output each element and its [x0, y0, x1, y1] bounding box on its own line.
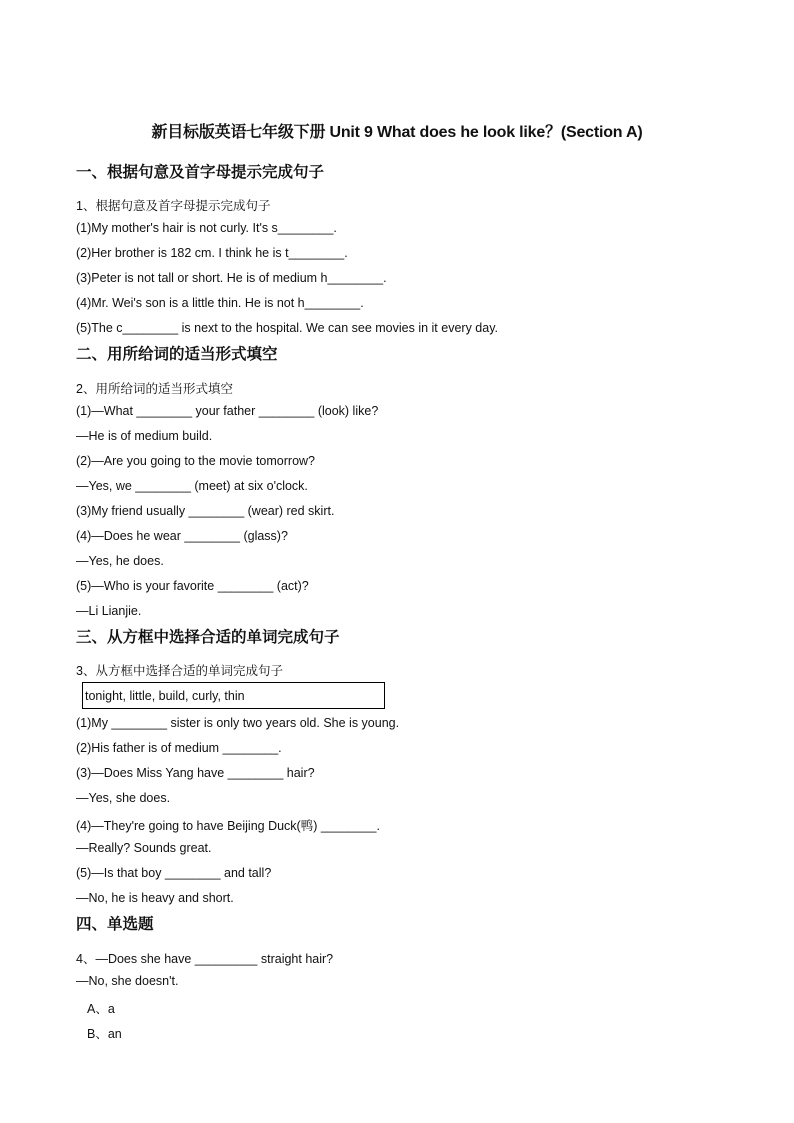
q2-line-9: —Li Lianjie. — [76, 604, 142, 618]
q2-line-8: (5)—Who is your favorite ________ (act)? — [76, 579, 309, 593]
q2-line-2: —He is of medium build. — [76, 429, 213, 443]
q2-line-3: (2)—Are you going to the movie tomorrow? — [76, 454, 315, 468]
q2-line-6: (4)—Does he wear ________ (glass)? — [76, 529, 288, 543]
q1-item-5: (5)The c________ is next to the hospital. We can see movies in it every day. — [76, 321, 498, 335]
section-1-heading: 一、根据句意及首字母提示完成句子 — [76, 164, 325, 181]
q3-line-7: (5)—Is that boy ________ and tall? — [76, 866, 272, 880]
q2-line-1: (1)—What ________ your father ________ (look) like? — [76, 404, 379, 418]
q4-option-a[interactable]: A、a — [87, 1002, 115, 1016]
word-bank-text: tonight, little, build, curly, thin — [85, 689, 245, 703]
question-3-instruction: 3、从方框中选择合适的单词完成句子 — [76, 664, 283, 678]
q3-line-8: —No, he is heavy and short. — [76, 891, 234, 905]
q2-line-5: (3)My friend usually ________ (wear) red skirt. — [76, 504, 335, 518]
section-3-heading: 三、从方框中选择合适的单词完成句子 — [76, 629, 340, 646]
q3-line-3: (3)—Does Miss Yang have ________ hair? — [76, 766, 315, 780]
q1-item-2: (2)Her brother is 182 cm. I think he is t________. — [76, 246, 348, 260]
q2-line-7: —Yes, he does. — [76, 554, 164, 568]
q2-line-4: —Yes, we ________ (meet) at six o'clock. — [76, 479, 308, 493]
page-title: 新目标版英语七年级下册 Unit 9 What does he look like？(Section A) — [151, 124, 643, 141]
word-bank-box — [82, 682, 385, 709]
q1-item-1: (1)My mother's hair is not curly. It's s________. — [76, 221, 337, 235]
q4-option-b[interactable]: B、an — [87, 1027, 122, 1041]
question-2-instruction: 2、用所给词的适当形式填空 — [76, 382, 233, 396]
section-2-heading: 二、用所给词的适当形式填空 — [76, 346, 278, 363]
q3-line-6: —Really? Sounds great. — [76, 841, 212, 855]
q1-item-3: (3)Peter is not tall or short. He is of medium h________. — [76, 271, 387, 285]
question-1-instruction: 1、根据句意及首字母提示完成句子 — [76, 199, 271, 213]
q1-item-4: (4)Mr. Wei's son is a little thin. He is not h________. — [76, 296, 364, 310]
section-4-heading: 四、单选题 — [76, 916, 154, 933]
q3-line-2: (2)His father is of medium ________. — [76, 741, 282, 755]
q3-line-1: (1)My ________ sister is only two years old. She is young. — [76, 716, 400, 730]
q3-line-4: —Yes, she does. — [76, 791, 171, 805]
q4-question: 4、—Does she have _________ straight hair? — [76, 952, 334, 966]
q3-line-5: (4)—They're going to have Beijing Duck(鸭) ________. — [76, 819, 380, 833]
q4-answer-line: —No, she doesn't. — [76, 974, 179, 988]
